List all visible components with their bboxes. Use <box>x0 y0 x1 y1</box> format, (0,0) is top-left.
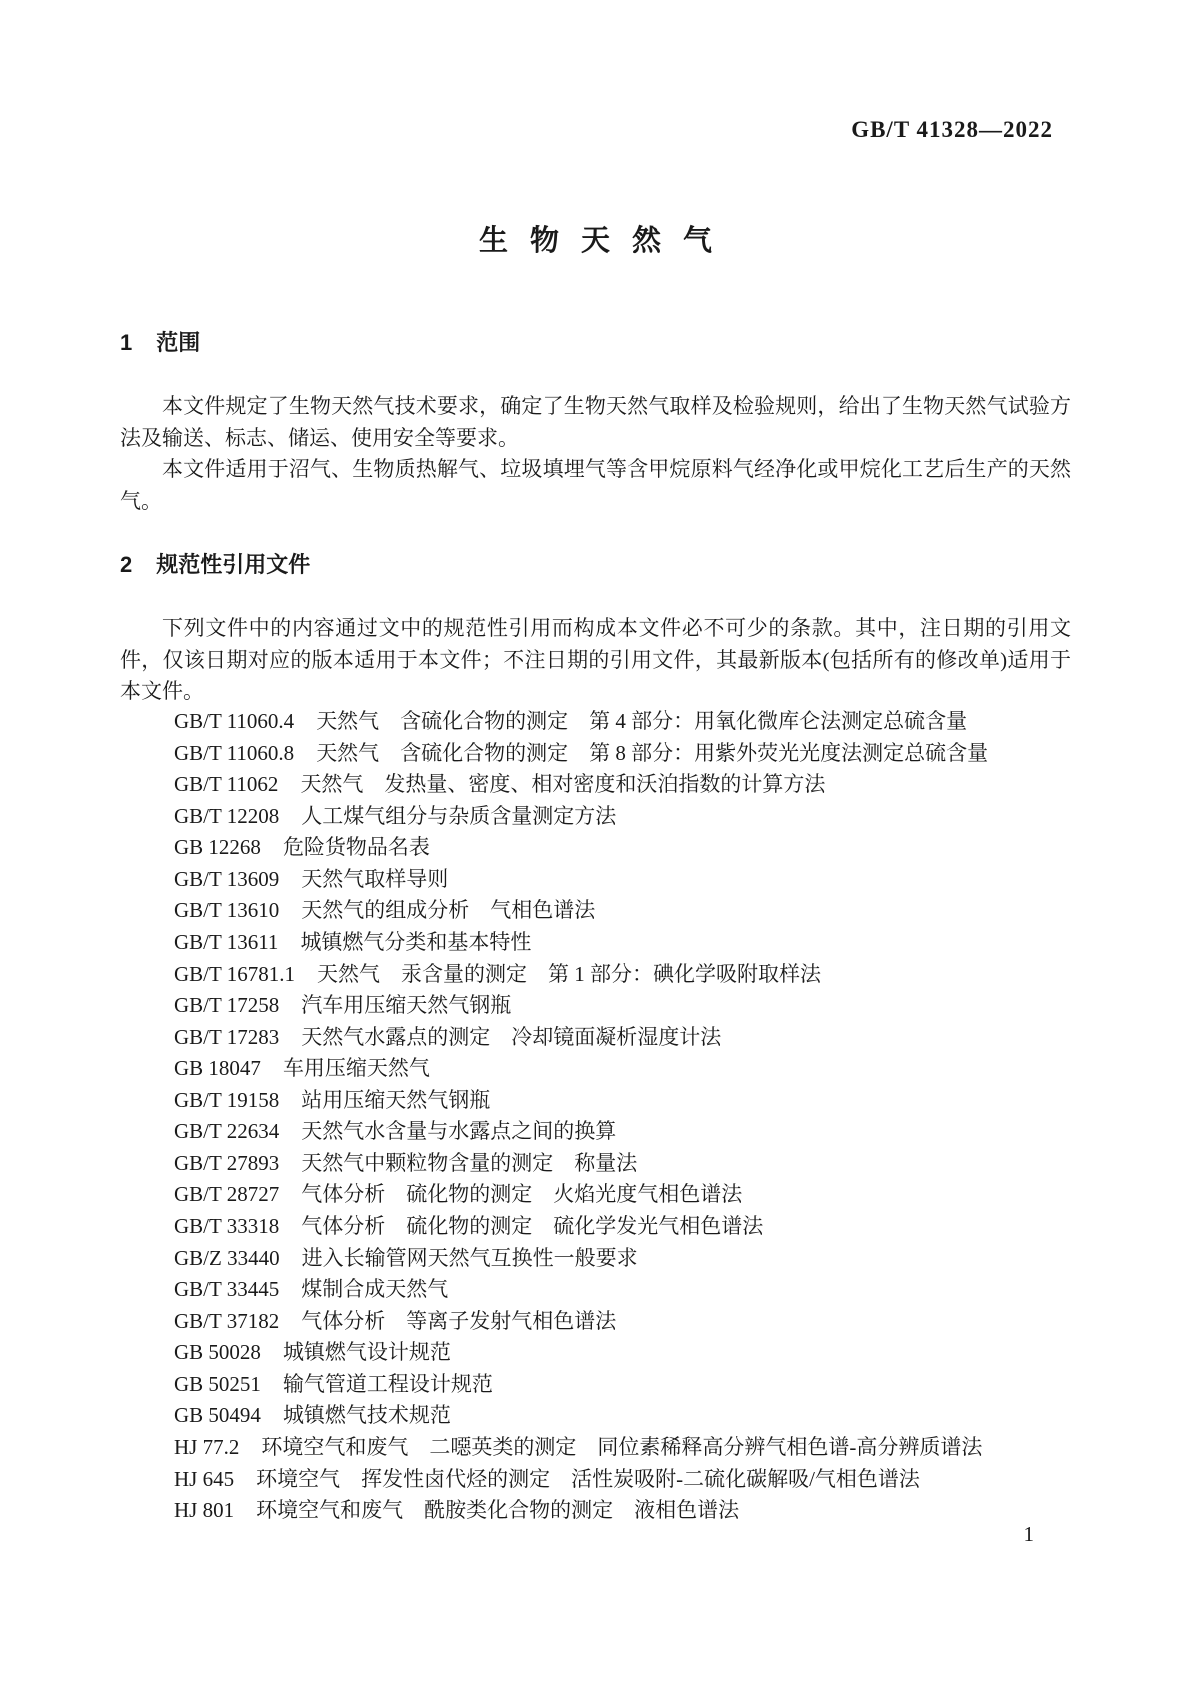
reference-item <box>174 1495 988 1527</box>
reference-title: 环境空气和废气 二噁英类的测定 同位素稀释高分辨气相色谱-高分辨质谱法 <box>261 1434 983 1459</box>
section-1-body <box>120 391 1071 517</box>
reference-item <box>174 1211 988 1243</box>
reference-item <box>174 769 988 801</box>
section-2-number: 2 <box>120 552 133 577</box>
reference-item <box>174 1085 988 1117</box>
reference-title: 天然气 发热量、密度、相对密度和沃泊指数的计算方法 <box>300 772 826 797</box>
reference-item <box>174 864 988 896</box>
reference-item <box>174 1369 988 1401</box>
reference-code: HJ 645 <box>174 1466 235 1491</box>
paragraph: 下列文件中的内容通过文中的规范性引用而构成本文件必不可少的条款。其中，注日期的引用文件，仅该日期对应的版本适用于本文件；不注日期的引用文件，其最新版本(包括所有的修改单)适用于本文件。 <box>120 616 1071 704</box>
reference-code: GB/T 37182 <box>174 1308 280 1333</box>
reference-title: 天然气的组成分析 气相色谱法 <box>301 898 596 923</box>
reference-item <box>174 1464 988 1496</box>
reference-title: 城镇燃气技术规范 <box>282 1403 451 1428</box>
reference-code: GB/T 16781.1 <box>174 961 295 986</box>
reference-title: 输气管道工程设计规范 <box>282 1371 493 1396</box>
reference-code: GB 50251 <box>174 1371 261 1396</box>
reference-item <box>174 959 988 991</box>
section-1-title: 范围 <box>156 330 201 355</box>
reference-code: GB/T 22634 <box>174 1119 280 1144</box>
reference-title: 车用压缩天然气 <box>282 1056 430 1081</box>
reference-code: HJ 801 <box>174 1498 235 1523</box>
paragraph: 本文件适用于沼气、生物质热解气、垃圾填埋气等含甲烷原料气经净化或甲烷化工艺后生产的天然气。 <box>120 457 1071 513</box>
reference-item <box>174 990 988 1022</box>
reference-title: 煤制合成天然气 <box>301 1277 449 1302</box>
reference-title: 天然气水含量与水露点之间的换算 <box>301 1119 617 1144</box>
reference-code: GB/T 11060.8 <box>174 740 295 765</box>
reference-title: 汽车用压缩天然气钢瓶 <box>301 993 512 1018</box>
paragraph: 本文件规定了生物天然气技术要求，确定了生物天然气取样及检验规则，给出了生物天然气试验方法及输送、标志、储运、使用安全等要求。 <box>120 394 1071 450</box>
reference-code: GB 50494 <box>174 1403 261 1428</box>
reference-item <box>174 1400 988 1432</box>
reference-item <box>174 832 988 864</box>
reference-code: GB/T 13611 <box>174 929 279 954</box>
reference-code: GB 18047 <box>174 1056 261 1081</box>
reference-code: HJ 77.2 <box>174 1434 240 1459</box>
reference-item <box>174 1274 988 1306</box>
reference-title: 环境空气和废气 酰胺类化合物的测定 液相色谱法 <box>256 1498 740 1523</box>
reference-title: 城镇燃气设计规范 <box>282 1340 451 1365</box>
reference-title: 气体分析 硫化物的测定 火焰光度气相色谱法 <box>301 1182 743 1207</box>
reference-code: GB/T 28727 <box>174 1182 280 1207</box>
reference-code: GB/T 33445 <box>174 1277 280 1302</box>
reference-item <box>174 1243 988 1275</box>
reference-title: 环境空气 挥发性卤代烃的测定 活性炭吸附-二硫化碳解吸/气相色谱法 <box>256 1466 920 1491</box>
reference-code: GB/T 19158 <box>174 1087 280 1112</box>
reference-item <box>174 1116 988 1148</box>
reference-code: GB/T 11062 <box>174 772 279 797</box>
section-2-title: 规范性引用文件 <box>156 552 311 577</box>
reference-item <box>174 1022 988 1054</box>
reference-item <box>174 1432 988 1464</box>
reference-title: 天然气 含硫化合物的测定 第 4 部分：用氧化微库仑法测定总硫含量 <box>316 709 968 733</box>
reference-item <box>174 1337 988 1369</box>
reference-title: 进入长输管网天然气互换性一般要求 <box>301 1245 638 1270</box>
reference-item <box>174 927 988 959</box>
reference-code: GB/T 11060.4 <box>174 709 295 733</box>
reference-item <box>174 1148 988 1180</box>
reference-title: 天然气中颗粒物含量的测定 称量法 <box>301 1150 638 1175</box>
section-2-heading <box>120 553 310 577</box>
reference-code: GB/T 13609 <box>174 866 280 891</box>
references-list <box>174 706 988 1527</box>
reference-code: GB/T 17283 <box>174 1024 280 1049</box>
document-title: 生物天然气 <box>478 225 734 257</box>
reference-code: GB 12268 <box>174 835 261 860</box>
reference-code: GB/T 33318 <box>174 1214 280 1238</box>
reference-item <box>174 738 988 770</box>
reference-title: 人工煤气组分与杂质含量测定方法 <box>301 803 617 828</box>
reference-code: GB 50028 <box>174 1340 261 1365</box>
reference-code: GB/Z 33440 <box>174 1245 280 1270</box>
reference-title: 气体分析 硫化物的测定 硫化学发光气相色谱法 <box>301 1214 764 1238</box>
reference-title: 天然气水露点的测定 冷却镜面凝析湿度计法 <box>301 1024 722 1049</box>
reference-code: GB/T 12208 <box>174 803 280 828</box>
reference-code: GB/T 27893 <box>174 1150 280 1175</box>
reference-code: GB/T 17258 <box>174 993 280 1018</box>
reference-title: 城镇燃气分类和基本特性 <box>300 929 532 954</box>
section-1-number: 1 <box>120 330 133 355</box>
reference-code: GB/T 13610 <box>174 898 280 923</box>
reference-title: 危险货物品名表 <box>282 835 430 860</box>
reference-title: 天然气 含硫化合物的测定 第 8 部分：用紫外荧光光度法测定总硫含量 <box>316 740 989 765</box>
reference-item <box>174 1053 988 1085</box>
reference-title: 站用压缩天然气钢瓶 <box>301 1087 491 1112</box>
reference-title: 天然气取样导则 <box>301 866 449 891</box>
reference-item <box>174 895 988 927</box>
standard-number: GB/T 41328—2022 <box>851 117 1053 142</box>
page-number: 1 <box>1023 1522 1034 1546</box>
reference-item <box>174 706 988 738</box>
reference-title: 天然气 汞含量的测定 第 1 部分：碘化学吸附取样法 <box>316 961 821 986</box>
reference-item <box>174 1179 988 1211</box>
reference-item <box>174 801 988 833</box>
reference-item <box>174 1306 988 1338</box>
reference-title: 气体分析 等离子发射气相色谱法 <box>301 1308 617 1333</box>
section-1-heading <box>120 331 200 355</box>
section-2-body <box>120 613 1071 708</box>
